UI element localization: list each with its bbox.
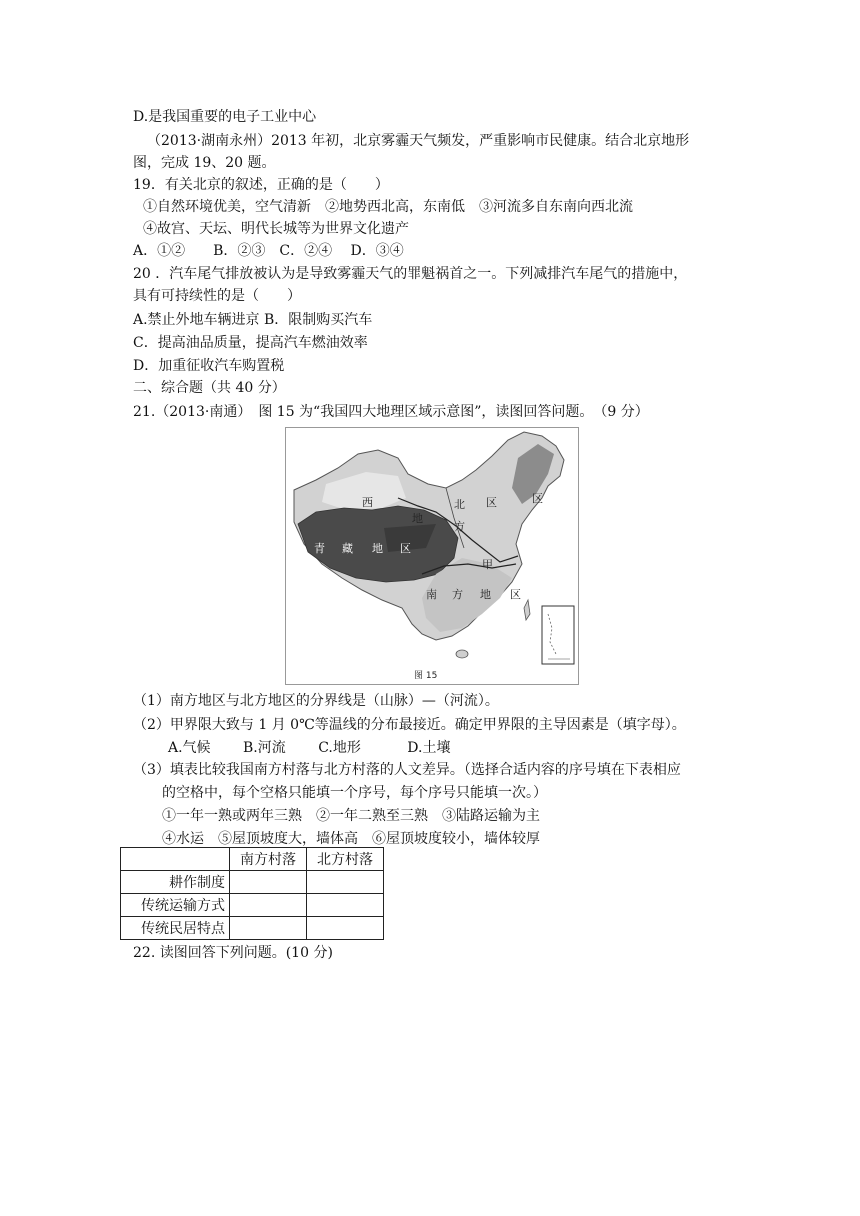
cell-north-transport[interactable] [307, 894, 384, 917]
subquestion-1: （1）南方地区与北方地区的分界线是（山脉）—（河流）。 [133, 693, 499, 709]
subquestion-2-options: A.气候 B.河流 C.地形 D.土壤 [168, 740, 451, 756]
question-21: 21.（2013·南通） 图 15 为“我国四大地理区域示意图”，读图回答问题。 （9 分） [133, 404, 649, 420]
question-20-cont: 具有可持续性的是（ ） [133, 288, 301, 304]
table-header-row [121, 848, 384, 871]
map-label-di2: 地 [372, 542, 383, 555]
map-label-di1: 地 [412, 512, 423, 525]
choices-line-1: ①一年一熟或两年三熟 ②一年二熟至三熟 ③陆路运输为主 [162, 808, 540, 824]
map-graphic [286, 428, 578, 684]
map-label-zang: 藏 [342, 542, 353, 555]
china-regions-map [285, 427, 579, 685]
table-header-south: 南方村落 [230, 848, 307, 871]
choices-line-2: ④水运 ⑤屋顶坡度大，墙体高 ⑥屋顶坡度较小，墙体较厚 [162, 831, 540, 847]
cell-south-housing[interactable] [230, 917, 307, 940]
table-row [121, 894, 384, 917]
section-heading: 二、综合题（共 40 分） [133, 380, 286, 396]
map-label-bei: 北 [454, 498, 465, 511]
row-label-housing: 传统民居特点 [121, 917, 230, 940]
subquestion-3-cont: 的空格中，每个空格只能填一个序号，每个序号只能填一次。） [162, 785, 547, 801]
subquestion-2: （2）甲界限大致与 1 月 0℃等温线的分布最接近。确定甲界限的主导因素是（填字母）。 [133, 717, 686, 733]
map-label-di3: 地 [480, 588, 491, 601]
map-label-qu1: 区 [486, 496, 497, 509]
map-label-fang1: 方 [454, 520, 465, 533]
comparison-table [120, 847, 384, 940]
cell-north-farming[interactable] [307, 871, 384, 894]
q20-option-c: C．提高油品质量，提高汽车燃油效率 [133, 335, 368, 351]
map-label-qu3: 区 [400, 542, 411, 555]
map-label-xi: 西 [362, 496, 373, 509]
map-label-qu4: 区 [510, 588, 521, 601]
map-label-fang2: 方 [452, 588, 463, 601]
cell-south-farming[interactable] [230, 871, 307, 894]
q19-statements-b: ④故宫、天坛、明代长城等为世界文化遗产 [143, 221, 409, 237]
intro-line-cont: 图，完成 19、20 题。 [133, 155, 276, 171]
q19-statements-a: ①自然环境优美，空气清新 ②地势西北高，东南低 ③河流多自东南向西北流 [143, 199, 633, 215]
cell-south-transport[interactable] [230, 894, 307, 917]
q19-options: A．①② B．②③ C．②④ D．③④ [133, 243, 404, 259]
q20-options-ab: A.禁止外地车辆进京 B．限制购买汽车 [133, 312, 373, 328]
subquestion-3: （3）填表比较我国南方村落与北方村落的人文差异。（选择合适内容的序号填在下表相应 [133, 762, 681, 778]
question-20: 20 ．汽车尾气排放被认为是导致雾霾天气的罪魁祸首之一。下列减排汽车尾气的措施中， [133, 266, 688, 282]
map-caption: 图 15 [414, 671, 438, 681]
table-header-empty [121, 848, 230, 871]
table-header-north: 北方村落 [307, 848, 384, 871]
table-row [121, 917, 384, 940]
cell-north-housing[interactable] [307, 917, 384, 940]
question-22: 22. 读图回答下列问题。(10 分) [133, 945, 333, 961]
option-d-line: D.是我国重要的电子工业中心 [133, 109, 317, 125]
map-label-jia: 甲 [482, 558, 493, 571]
map-label-qing: 青 [314, 542, 325, 555]
intro-line: （2013·湖南永州）2013 年初，北京雾霾天气频发，严重影响市民健康。结合北京地形 [147, 133, 690, 149]
map-label-nan: 南 [426, 588, 437, 601]
table-row [121, 871, 384, 894]
question-19: 19．有关北京的叙述，正确的是（ ） [133, 177, 389, 193]
map-label-qu2: 区 [532, 492, 543, 505]
row-label-transport: 传统运输方式 [121, 894, 230, 917]
row-label-farming: 耕作制度 [121, 871, 230, 894]
q20-option-d: D．加重征收汽车购置税 [133, 358, 285, 374]
